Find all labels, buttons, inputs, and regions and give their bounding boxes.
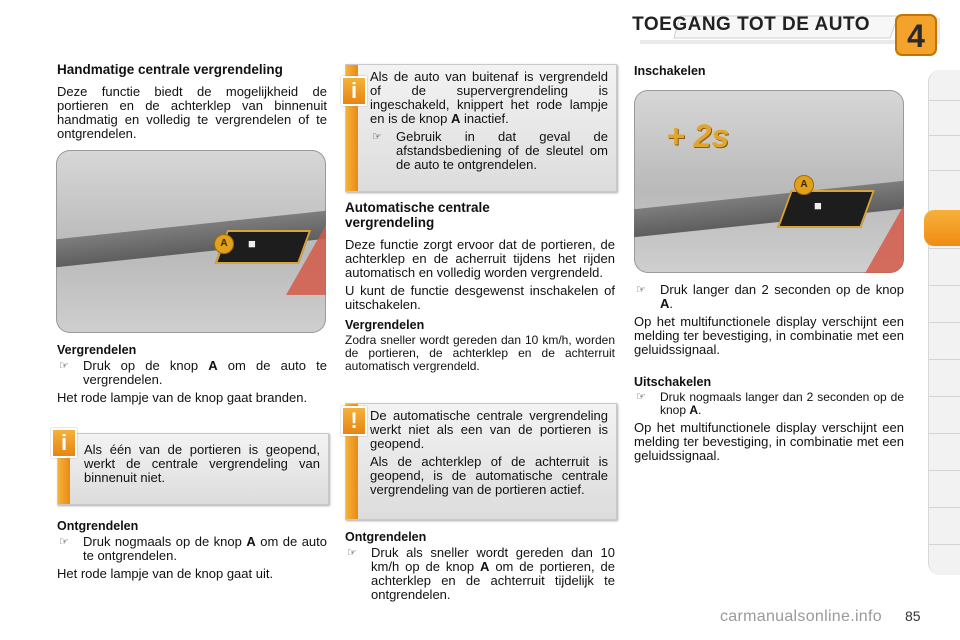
auto-intro2: U kunt de functie desgewenst inschakelen of uitschakelen. [345, 283, 615, 312]
unlock-heading: Ontgrendelen [57, 519, 139, 533]
off-bullet: ☞ Druk nogmaals langer dan 2 seconden op de knop A. [636, 390, 904, 417]
middle-unlock-block [345, 530, 615, 606]
warning-para2: Als de achterklep of de achterruit is geopend, is de automatische centrale vergrendeling van de portieren actief. [370, 454, 608, 497]
bullet-hand-icon: ☞ [59, 360, 69, 372]
lock-icon: ■ [814, 198, 822, 213]
info-icon: i [341, 76, 367, 106]
side-tab-divider [929, 470, 960, 471]
info-note-middle-bullet: ☞ Gebruik in dat geval de afstandsbediening of de sleutel om de auto te ontgrendelen. [372, 129, 608, 172]
manual-intro: Deze functie biedt de mogelijkheid de portieren en de achterklep van binnenuit handmatig en volledig te vergrendelen of te ontgrendelen. [57, 84, 327, 141]
side-tab-divider [929, 135, 960, 136]
hazard-triangle-icon [864, 205, 904, 273]
side-tab-divider [929, 396, 960, 397]
info-note-middle-text: Als de auto van buitenaf is vergrendeld of de supervergrendeling is ingeschakeld, knippert het rode lampje en is de knop A inactief. [370, 69, 608, 126]
bullet-hand-icon: ☞ [59, 536, 69, 548]
off-heading: Uitschakelen [634, 375, 712, 389]
auto-intro: Deze functie zorgt ervoor dat de portieren, de achterklep en de acherruit tijdens het rijden automatisch en volledig worden vergrendeld. [345, 237, 615, 280]
middle-auto-block [345, 200, 615, 377]
side-tab-divider [929, 544, 960, 545]
photo-lock-button-hold [634, 90, 904, 273]
bullet-hand-icon: ☞ [636, 391, 646, 403]
bullet-hand-icon: ☞ [372, 131, 382, 143]
page-title: TOEGANG TOT DE AUTO [632, 14, 870, 35]
bullet-hand-icon: ☞ [347, 547, 357, 559]
on-bullet: ☞ Druk langer dan 2 seconden op de knop A. [636, 282, 904, 311]
hazard-triangle-icon [286, 225, 326, 295]
section-title-manual: Handmatige centrale vergrendeling [57, 62, 283, 77]
info-note-left-text: Als één van de portieren is geopend, werkt de centrale vergrendeling van binnenuit niet. [84, 442, 320, 485]
auto-unlock-bullet: ☞ Druk als sneller wordt gereden dan 10 km/h op de knop A om de portieren, de achterklep en de achterruit tijdelijk te ontgrendelen. [347, 545, 615, 602]
side-tab-divider [929, 285, 960, 286]
chapter-badge [893, 12, 939, 58]
side-tab-divider [929, 170, 960, 171]
warning-note [345, 403, 617, 520]
page-number: 85 [905, 608, 921, 624]
lock-bullet: ☞ Druk op de knop A om de auto te vergrendelen. [59, 358, 327, 387]
info-note-left [57, 433, 329, 505]
button-a-badge: A [214, 234, 234, 254]
on-heading: Inschakelen [634, 64, 706, 78]
unlock-note: Het rode lampje van de knop gaat uit. [57, 566, 274, 581]
chapter-number: 4 [907, 18, 925, 54]
auto-lock-heading: Vergrendelen [345, 318, 425, 332]
left-unlock-block [57, 519, 327, 585]
bullet-hand-icon: ☞ [636, 284, 646, 296]
off-text: Op het multifunctionele display verschijnt een melding ter bevestiging, in combinatie met een geluidssignaal. [634, 420, 904, 463]
lock-icon: ■ [248, 236, 256, 251]
left-column [57, 63, 327, 145]
right-on-heading-block [634, 64, 904, 80]
info-note-middle [345, 64, 617, 192]
right-off-block [634, 375, 904, 467]
auto-unlock-heading: Ontgrendelen [345, 530, 427, 544]
lock-heading: Vergrendelen [57, 343, 137, 357]
lock-button-image [777, 190, 875, 228]
unlock-bullet: ☞ Druk nogmaals op de knop A om de auto te ontgrendelen. [59, 534, 328, 563]
side-tab-divider [929, 433, 960, 434]
hold-2s-label: + 2s [666, 118, 730, 154]
watermark: carmanualsonline.info [720, 608, 882, 625]
lock-note: Het rode lampje van de knop gaat branden. [57, 390, 308, 405]
info-icon: i [51, 428, 77, 458]
warning-icon: ! [341, 406, 367, 436]
button-a-badge: A [794, 175, 814, 195]
chapter-tab-active[interactable] [924, 210, 960, 246]
side-tabs [928, 70, 960, 575]
side-tab-divider [929, 322, 960, 323]
right-on-block [634, 283, 904, 361]
side-tab-divider [929, 507, 960, 508]
left-lock-block [57, 343, 327, 409]
warning-para1: De automatische centrale vergrendeling werkt niet als een van de portieren is geopend. [370, 408, 608, 451]
side-tab-divider [929, 100, 960, 101]
side-tab-divider [929, 248, 960, 249]
side-tab-divider [929, 359, 960, 360]
auto-lock-text: Zodra sneller wordt gereden dan 10 km/h, worden de portieren, de achterklep en de achterruit automatisch vergrendeld. [345, 333, 615, 373]
on-text: Op het multifunctionele display verschijnt een melding ter bevestiging, in combinatie met een geluidssignaal. [634, 314, 904, 357]
section-title-auto: Automatische centrale vergrendeling [345, 200, 490, 230]
photo-lock-button [56, 150, 326, 333]
